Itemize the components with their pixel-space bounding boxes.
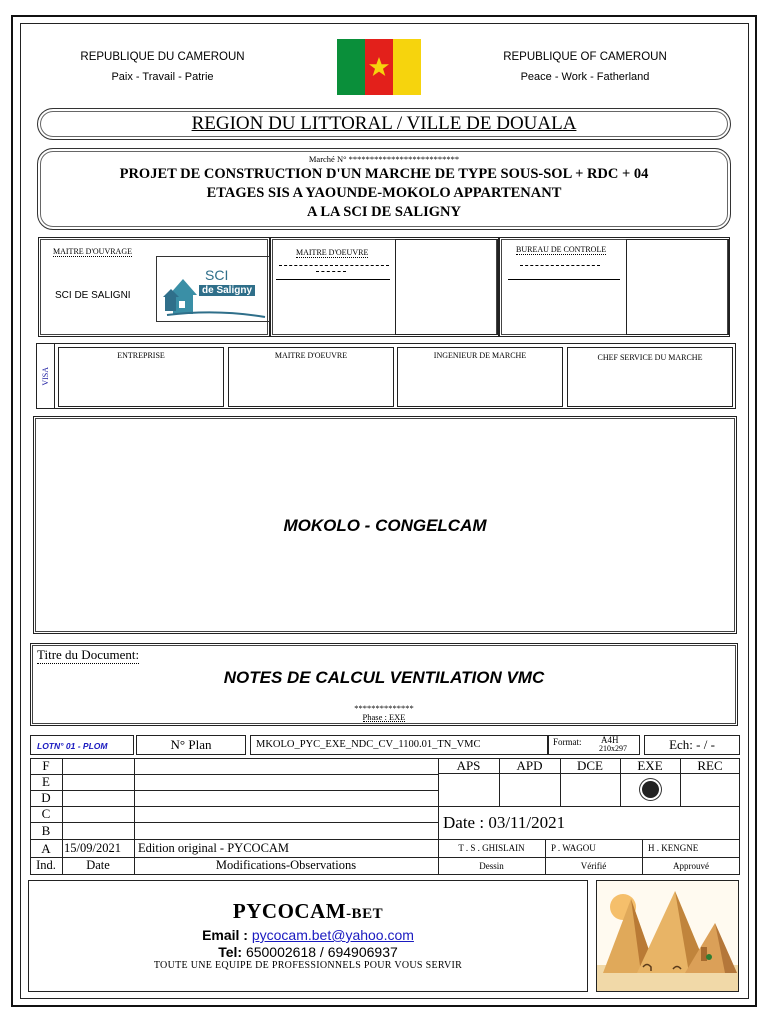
revision-a-observation: Edition original - PYCOCAM: [138, 841, 290, 855]
col-date: Date: [86, 858, 110, 872]
maitre-oeuvre-dashes: [279, 265, 389, 266]
visa-box-chef-service: [567, 347, 733, 407]
header-right: [480, 51, 690, 83]
site-name-box: [33, 416, 737, 634]
visa-box-maitre-oeuvre: [228, 347, 394, 407]
format-dimensions: 210x297: [599, 744, 627, 753]
maitre-ouvrage-box: [38, 237, 270, 337]
marche-number: Marché N° **************************: [308, 154, 460, 164]
email-label: Email :: [202, 927, 248, 943]
phase-stars: **************: [354, 703, 414, 713]
left-motto: Paix - Travail - Patrie: [111, 71, 214, 83]
issue-date: Date : 03/11/2021: [443, 813, 566, 832]
index-label: B: [41, 823, 51, 838]
tel-label: Tel:: [218, 944, 243, 960]
sci-logo: [156, 256, 270, 322]
bureau-controle-box: [499, 237, 730, 337]
cameroon-flag: [337, 39, 421, 95]
phase-exe: EXE: [637, 758, 663, 773]
format-cell: [548, 735, 640, 755]
site-name: MOKOLO - CONGELCAM: [283, 516, 487, 535]
bureau-controle-line: [508, 279, 620, 280]
approuve-label: Approuvé: [673, 861, 709, 871]
company-slogan: TOUTE UNE EQUIPE DE PROFESSIONNELS POUR VOUS SERVIR: [153, 960, 463, 971]
maitre-oeuvre-line: [276, 279, 390, 280]
tel-number: 650002618 / 694906937: [245, 944, 398, 960]
document-title-box: [30, 643, 738, 726]
visa-box-label: CHEF SERVICE DU MARCHE: [597, 353, 703, 362]
approuve-name: H . KENGNE: [648, 843, 699, 853]
dessin-name: T . S . GHISLAIN: [458, 843, 525, 853]
bureau-controle-dashes: [520, 265, 600, 266]
left-country: REPUBLIQUE DU CAMEROUN: [80, 51, 245, 63]
pyramids-image: [596, 880, 739, 992]
visa-box-ingenieur: [397, 347, 563, 407]
right-country: REPUBLIQUE OF CAMEROUN: [503, 51, 667, 63]
maitre-oeuvre-stamp-area: [395, 239, 498, 335]
company-name: [29, 899, 587, 924]
maitre-oeuvre-dashes-short: [316, 271, 346, 272]
index-label: C: [41, 806, 51, 821]
project-title-line3: A LA SCI DE SALIGNY: [307, 204, 461, 220]
maitre-ouvrage-name: SCI DE SALIGNI: [55, 290, 131, 301]
company-phone-line: [29, 944, 587, 960]
company-name-main: PYCOCAM: [232, 899, 347, 923]
pyramids-illustration-icon: [597, 881, 739, 992]
phase-rec: REC: [697, 758, 723, 773]
bureau-controle-stamp-area: [626, 239, 729, 335]
revision-a-date: 15/09/2021: [64, 841, 121, 855]
phase-dce: DCE: [577, 758, 603, 773]
visa-row: [36, 343, 736, 409]
index-label: D: [41, 790, 51, 805]
verifie-label: Vérifié: [580, 861, 607, 871]
index-label: E: [42, 774, 50, 789]
phase-exe-marker-icon: [642, 781, 659, 798]
plan-reference: MKOLO_PYC_EXE_NDC_CV_1100.01_TN_VMC: [250, 735, 548, 755]
visa-label: VISA: [41, 366, 50, 386]
echelle: Ech: - / -: [644, 735, 740, 755]
maitre-oeuvre-label: MAITRE D'OEUVRE: [296, 248, 369, 257]
verifie-name: P . WAGOU: [551, 843, 596, 853]
dessin-label: Dessin: [479, 861, 504, 871]
phase-apd: APD: [516, 758, 543, 773]
company-email-line: [29, 927, 587, 943]
header-left: [60, 51, 265, 83]
logo-text-top: SCI: [205, 267, 229, 283]
star-icon: [365, 39, 393, 95]
email-link[interactable]: pycocam.bet@yahoo.com: [251, 927, 414, 943]
cartouche: [30, 733, 740, 875]
company-footer: [28, 880, 588, 992]
phase-aps: APS: [456, 758, 481, 773]
maitre-ouvrage-label: MAITRE D'OUVRAGE: [53, 247, 132, 256]
project-title-line2: ETAGES SIS A YAOUNDE-MOKOLO APPARTENANT: [206, 185, 562, 201]
region-banner: [37, 108, 731, 140]
phase-label: Phase : EXE: [362, 712, 406, 722]
format-value: A4H: [601, 735, 619, 745]
lot-number: LOTN° 01 - PLOM: [30, 735, 134, 755]
index-label: A: [41, 841, 51, 856]
right-motto: Peace - Work - Fatherland: [520, 71, 650, 83]
visa-box-label: ENTREPRISE: [117, 351, 165, 360]
format-label: Format:: [553, 737, 582, 747]
project-block: [37, 148, 731, 230]
document-title-label: Titre du Document:: [37, 647, 140, 662]
plan-label: N° Plan: [136, 735, 246, 755]
visa-box-label: INGENIEUR DE MARCHE: [433, 351, 527, 360]
maitre-oeuvre-box: [270, 237, 499, 337]
logo-text-bottom: de Saligny: [199, 285, 255, 296]
company-name-suffix: -BET: [346, 906, 384, 922]
col-index: Ind.: [36, 858, 56, 872]
project-title-line1: PROJET DE CONSTRUCTION D'UN MARCHE DE TYPE SOUS-SOL + RDC + 04: [119, 166, 649, 182]
visa-box-entreprise: [58, 347, 224, 407]
visa-box-label: MAITRE D'OEUVRE: [274, 351, 348, 360]
bureau-controle-label: BUREAU DE CONTROLE: [516, 245, 607, 254]
document-title: NOTES DE CALCUL VENTILATION VMC: [223, 668, 545, 687]
region-title: REGION DU LITTORAL / VILLE DE DOUALA: [191, 113, 577, 134]
col-modifications: Modifications-Observations: [215, 858, 357, 872]
index-label: F: [42, 758, 50, 773]
